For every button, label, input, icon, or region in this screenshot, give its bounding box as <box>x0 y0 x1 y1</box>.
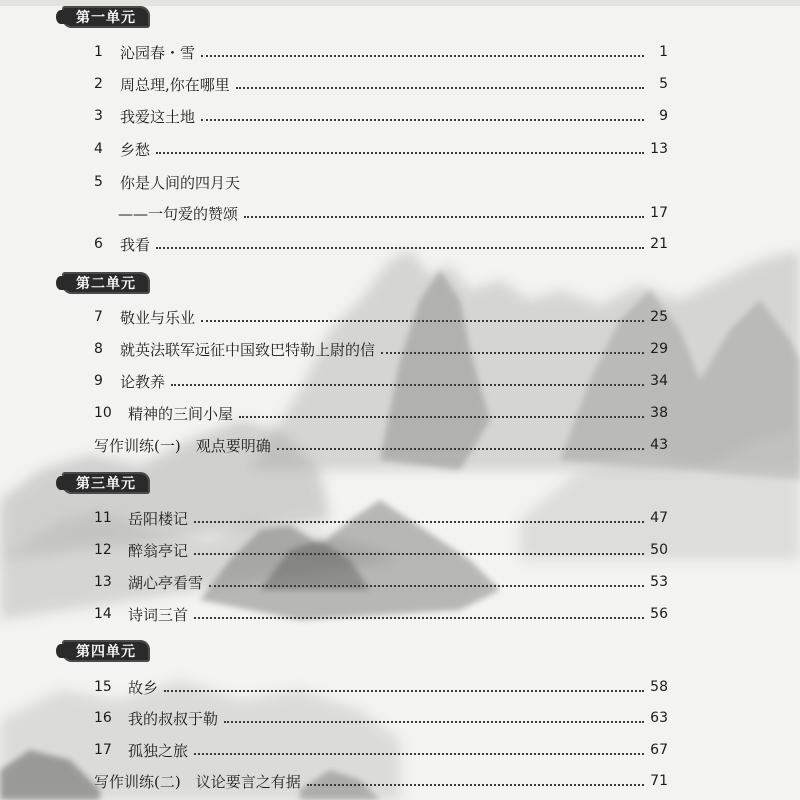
toc-entry[interactable] <box>94 171 668 193</box>
entry-title: 孤独之旅 <box>128 741 189 760</box>
toc-entry[interactable] <box>94 138 668 160</box>
unit-label: 第二单元 <box>76 276 136 292</box>
entry-title: 论教养 <box>120 372 166 391</box>
entry-number: 10 <box>94 405 112 421</box>
entry-number: 9 <box>94 373 103 389</box>
dot-leader <box>171 383 644 386</box>
dot-leader <box>224 720 644 723</box>
entry-page: 5 <box>659 76 668 92</box>
dot-leader <box>164 689 644 692</box>
entry-title: 写作训练(一) 观点要明确 <box>94 436 271 455</box>
entry-number: 13 <box>94 574 112 590</box>
toc-entry-writing[interactable] <box>94 770 668 792</box>
entry-number: 4 <box>94 141 103 157</box>
entry-title: 我看 <box>120 235 151 254</box>
unit-label: 第三单元 <box>76 476 136 492</box>
dot-leader <box>194 520 644 523</box>
entry-number: 11 <box>94 510 112 526</box>
unit-badge <box>62 272 150 294</box>
entry-number: 14 <box>94 606 112 622</box>
entry-number: 2 <box>94 76 103 92</box>
dot-leader <box>194 616 644 619</box>
entry-page: 21 <box>650 236 668 252</box>
entry-title: 我的叔叔于勒 <box>128 709 219 728</box>
entry-page: 17 <box>650 205 668 221</box>
entry-page: 58 <box>650 679 668 695</box>
dot-leader <box>277 447 644 450</box>
entry-number: 3 <box>94 108 103 124</box>
entry-title: 岳阳楼记 <box>128 509 189 528</box>
entry-page: 34 <box>650 373 668 389</box>
entry-number: 5 <box>94 174 103 190</box>
entry-title: 写作训练(二) 议论要言之有据 <box>94 772 301 791</box>
entry-number: 16 <box>94 710 112 726</box>
toc-entry[interactable] <box>94 707 668 729</box>
entry-title: 就英法联军远征中国致巴特勒上尉的信 <box>120 340 376 359</box>
entry-title: 敬业与乐业 <box>120 308 196 327</box>
dot-leader <box>209 584 644 587</box>
unit-badge <box>62 6 150 28</box>
dot-leader <box>156 246 644 249</box>
toc-entry[interactable] <box>94 233 668 255</box>
entry-number: 8 <box>94 341 103 357</box>
entry-page: 29 <box>650 341 668 357</box>
toc-entry-writing[interactable] <box>94 434 668 456</box>
entry-page: 56 <box>650 606 668 622</box>
entry-page: 63 <box>650 710 668 726</box>
entry-title: 我爱这土地 <box>120 107 196 126</box>
unit-label: 第一单元 <box>76 10 136 26</box>
toc-entry[interactable] <box>94 402 668 424</box>
toc-entry[interactable] <box>94 306 668 328</box>
entry-number: 7 <box>94 309 103 325</box>
unit-badge <box>62 472 150 494</box>
entry-number: 6 <box>94 236 103 252</box>
dot-leader <box>236 86 644 89</box>
entry-number: 15 <box>94 679 112 695</box>
entry-title: ——一句爱的赞颂 <box>118 204 239 223</box>
dot-leader <box>381 351 644 354</box>
unit-badge <box>62 640 150 662</box>
dot-leader <box>201 118 644 121</box>
entry-title: 乡愁 <box>120 140 151 159</box>
toc-entry-subtitle[interactable] <box>118 202 668 224</box>
dot-leader <box>244 215 644 218</box>
entry-title: 周总理,你在哪里 <box>120 75 230 94</box>
toc-entry[interactable] <box>94 603 668 625</box>
entry-title: 湖心亭看雪 <box>128 573 204 592</box>
entry-title: 沁园春・雪 <box>120 43 196 62</box>
toc-entry[interactable] <box>94 338 668 360</box>
dot-leader <box>194 752 644 755</box>
toc-entry[interactable] <box>94 370 668 392</box>
entry-page: 50 <box>650 542 668 558</box>
dot-leader <box>201 54 644 57</box>
dot-leader <box>156 151 644 154</box>
entry-number: 12 <box>94 542 112 558</box>
toc-entry[interactable] <box>94 507 668 529</box>
entry-page: 47 <box>650 510 668 526</box>
toc-entry[interactable] <box>94 539 668 561</box>
dot-leader <box>307 783 644 786</box>
entry-title: 醉翁亭记 <box>128 541 189 560</box>
toc-entry[interactable] <box>94 739 668 761</box>
dot-leader <box>239 415 644 418</box>
toc-entry[interactable] <box>94 676 668 698</box>
entry-number: 1 <box>94 44 103 60</box>
toc-entry[interactable] <box>94 73 668 95</box>
toc-entry[interactable] <box>94 571 668 593</box>
unit-label: 第四单元 <box>76 644 136 660</box>
entry-title: 诗词三首 <box>128 605 189 624</box>
entry-page: 43 <box>650 437 668 453</box>
entry-title: 故乡 <box>128 678 159 697</box>
entry-page: 25 <box>650 309 668 325</box>
entry-page: 67 <box>650 742 668 758</box>
entry-page: 71 <box>650 773 668 789</box>
entry-page: 38 <box>650 405 668 421</box>
entry-title: 精神的三间小屋 <box>128 404 234 423</box>
entry-page: 9 <box>659 108 668 124</box>
entry-number: 17 <box>94 742 112 758</box>
dot-leader <box>194 552 644 555</box>
dot-leader <box>201 319 644 322</box>
entry-page: 1 <box>659 44 668 60</box>
entry-page: 13 <box>650 141 668 157</box>
entry-title: 你是人间的四月天 <box>120 173 241 192</box>
entry-page: 53 <box>650 574 668 590</box>
toc-entry[interactable] <box>94 105 668 127</box>
toc-entry[interactable] <box>94 41 668 63</box>
